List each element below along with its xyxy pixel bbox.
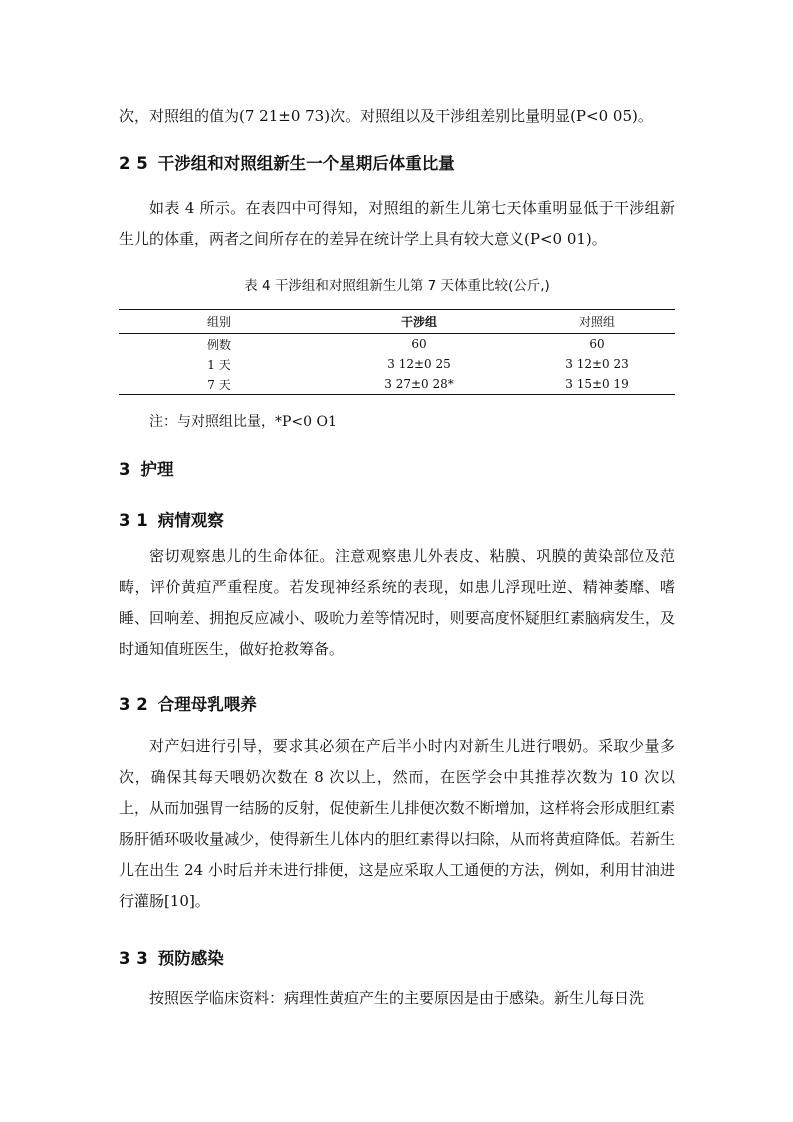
section-number: 3 bbox=[119, 460, 131, 479]
table-cell: 3 27±0 28* bbox=[319, 374, 519, 395]
table-caption: 表 4 干涉组和对照组新生儿第 7 天体重比较(公斤,) bbox=[244, 278, 550, 294]
table-header-cell: 对照组 bbox=[519, 310, 675, 334]
paragraph-breastfeeding: 对产妇进行引导，要求其必须在产后半小时内对新生儿进行喂奶。采取少量多次，确保其每天喂奶次数在 8 次以上，然而，在医学会中其推荐次数为 10 次以上，从而加强胃一结肠的反射，促使新生儿排便次数不断增加，这样将会形成胆红素肠肝循环吸收量减少，使得新生儿体内的胆红素得以扫除，从而将黄疸降低。若新生儿在出生 24 小时后并未进行排便，这是应采取人工通便的方法，例如，利用甘油进行灌肠[10]。 bbox=[119, 737, 675, 910]
section-title: 合理母乳喂养 bbox=[157, 695, 257, 714]
section-heading-3-2 bbox=[119, 691, 675, 715]
table-header-row bbox=[119, 310, 675, 334]
section-number: 2 5 bbox=[119, 154, 148, 173]
table-cell: 1 天 bbox=[207, 357, 231, 372]
section-heading-3 bbox=[119, 456, 675, 480]
paragraph-continued: 次，对照组的值为(7 21±0 73)次。对照组以及干涉组差别比量明显(P<0 05)。 bbox=[119, 107, 653, 125]
table-cell: 3 12±0 25 bbox=[387, 357, 451, 371]
paragraph-infection: 按照医学临床资料：病理性黄疸产生的主要原因是由于感染。新生儿每日洗 bbox=[149, 989, 645, 1007]
table-header-cell: 干涉组 bbox=[319, 310, 519, 334]
section-number: 3 1 bbox=[119, 511, 148, 530]
section-heading-2-5 bbox=[119, 150, 675, 174]
paragraph-observation: 密切观察患儿的生命体征。注意观察患儿外表皮、粘膜、巩膜的黄染部位及范畴，评价黄疸严重程度。若发现神经系统的表现，如患儿浮现吐逆、精神萎靡、嗜睡、回响差、拥抱反应减小、吸吮力差等情况时，则要高度怀疑胆红素脑病发生，及时通知值班医生，做好抢救筹备。 bbox=[119, 547, 675, 658]
table-note: 注：与对照组比量，*P<0 O1 bbox=[149, 414, 337, 430]
table-cell: 3 15±0 19 bbox=[519, 374, 675, 395]
section-title: 预防感染 bbox=[157, 949, 224, 968]
table-cell: 60 bbox=[411, 337, 427, 351]
table-row bbox=[119, 334, 675, 355]
section-number: 3 3 bbox=[119, 949, 148, 968]
section-title: 护理 bbox=[140, 460, 174, 479]
table-cell: 7 天 bbox=[119, 374, 319, 395]
section-title: 干涉组和对照组新生一个星期后体重比量 bbox=[157, 154, 455, 173]
section-heading-3-3 bbox=[119, 945, 675, 969]
paragraph-table-intro: 如表 4 所示。在表四中可得知，对照组的新生儿第七天体重明显低于干涉组新生儿的体重，两者之间所存在的差异在统计学上具有较大意义(P<0 01)。 bbox=[119, 199, 675, 248]
section-heading-3-1 bbox=[119, 507, 675, 531]
table-header-cell: 组别 bbox=[119, 310, 319, 334]
section-number: 3 2 bbox=[119, 695, 148, 714]
weight-comparison-table bbox=[119, 309, 675, 395]
table-cell: 例数 bbox=[206, 337, 231, 352]
table-row bbox=[119, 354, 675, 374]
section-title: 病情观察 bbox=[157, 511, 224, 530]
table-cell: 3 12±0 23 bbox=[565, 357, 629, 371]
table-cell: 60 bbox=[589, 337, 605, 351]
table-row bbox=[119, 374, 675, 395]
